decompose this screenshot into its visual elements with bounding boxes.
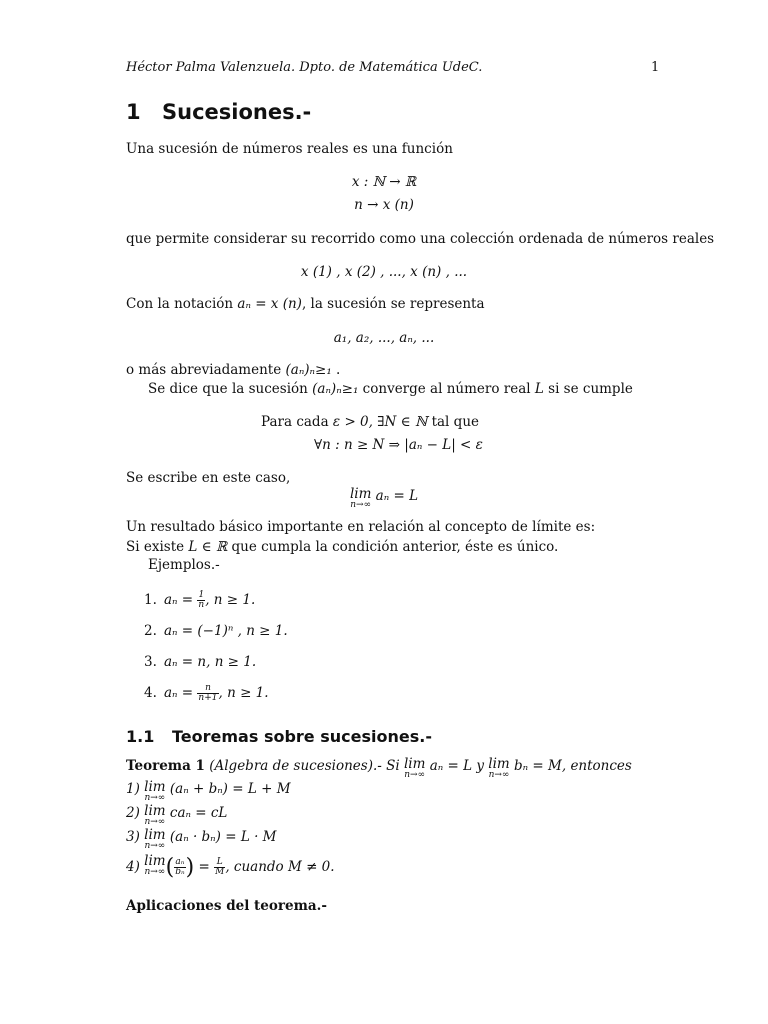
paragraph-result: Un resultado básico importante en relación al concepto de límite es: [126, 519, 596, 535]
limit-operator [144, 855, 165, 877]
limit-subscript: n→∞ [144, 867, 166, 877]
example-item [144, 591, 255, 610]
example-pre: aₙ = (−1)ⁿ , n ≥ 1. [164, 623, 288, 639]
example-item [144, 684, 269, 703]
converge-middle: converge al número real [358, 381, 535, 397]
theorem-item-number: 2) [126, 805, 140, 821]
limit-subscript: n→∞ [144, 793, 166, 803]
limit-operator [144, 781, 165, 803]
theorem-item-number: 3) [126, 829, 140, 845]
section-heading [126, 100, 311, 124]
paragraph-definition: Una sucesión de números reales es una función [126, 141, 453, 157]
definition-line-1-math: ε > 0, ∃N ∈ ℕ [332, 414, 428, 430]
theorem-item-body: caₙ = cL [165, 805, 228, 821]
definition-line-1-tail: tal que [427, 414, 479, 430]
paragraph-converge [148, 381, 633, 397]
example-post: , n ≥ 1. [205, 592, 256, 608]
limit-word: lim [144, 827, 166, 843]
limit-subscript: n→∞ [404, 770, 426, 780]
example-number: 1. [144, 592, 157, 608]
fraction-numerator: L [214, 858, 225, 868]
limit-subscript: n→∞ [350, 500, 372, 510]
fraction-numerator: n [197, 684, 218, 694]
example-pre: aₙ = [164, 685, 198, 701]
example-number: 4. [144, 685, 157, 701]
limit-operator [350, 488, 371, 510]
limit-subscript: n→∞ [144, 841, 166, 851]
section-title: Sucesiones.- [162, 100, 312, 124]
abbrev-prefix: o más abreviadamente [126, 362, 286, 378]
equation-limit [0, 488, 768, 510]
unique-math: L ∈ ℝ [188, 539, 228, 555]
section-number: 1 [126, 100, 141, 124]
applications-heading: Aplicaciones del teorema.- [126, 898, 327, 914]
abbrev-math: (aₙ)ₙ≥₁ [285, 362, 332, 378]
abbrev-suffix: . [331, 362, 341, 378]
running-header: Héctor Palma Valenzuela. Dpto. de Matemática UdeC. [126, 60, 483, 75]
open-paren: ( [165, 855, 175, 880]
limit-operator [488, 758, 509, 780]
theorem-item [126, 829, 276, 851]
theorem-item-equals: = [194, 859, 215, 875]
theorem-item [126, 805, 227, 827]
notation-math: aₙ = x (n) [237, 296, 302, 312]
definition-line-1 [261, 414, 479, 430]
limit-subscript: n→∞ [488, 770, 510, 780]
equation-map-1: x : ℕ → ℝ [351, 174, 417, 190]
theorem-part-2: bₙ = M, entonces [509, 758, 632, 774]
subsection-heading [126, 727, 432, 746]
close-paren: ) [185, 855, 195, 880]
converge-suffix: si se cumple [543, 381, 633, 397]
converge-math: (aₙ)ₙ≥₁ [312, 381, 359, 397]
example-post: , n ≥ 1. [218, 685, 269, 701]
limit-word: lim [488, 756, 510, 772]
theorem-item-body: (aₙ · bₙ) = L · M [165, 829, 277, 845]
equation-map-2: n → x (n) [354, 197, 414, 213]
example-number: 2. [144, 623, 157, 639]
limit-rest: aₙ = L [371, 488, 419, 504]
paragraph-writes: Se escribe en este caso, [126, 470, 291, 486]
limit-word: lim [144, 853, 166, 869]
theorem-item [126, 781, 291, 803]
theorem-statement [126, 758, 632, 780]
fraction-denominator: bₙ [175, 867, 185, 877]
examples-label: Ejemplos.- [148, 557, 220, 573]
example-item [144, 654, 256, 670]
theorem-item-number: 1) [126, 781, 140, 797]
paragraph-range: que permite considerar su recorrido como una colección ordenada de números reales [126, 231, 715, 247]
converge-L: L [534, 381, 544, 397]
fraction-denominator: n+1 [198, 693, 218, 703]
limit-word: lim [403, 756, 426, 772]
theorem-item-number: 4) [126, 859, 140, 875]
equation-sequence-values: x (1) , x (2) , ..., x (n) , ... [300, 264, 468, 280]
fraction-denominator: n [198, 600, 205, 610]
item-fraction [214, 858, 225, 877]
limit-word: lim [349, 486, 372, 502]
notation-suffix: , la sucesión se representa [301, 296, 485, 312]
fraction-numerator: 1 [198, 590, 205, 600]
limit-word: lim [144, 779, 166, 795]
theorem-label: Teorema 1 [126, 758, 205, 774]
definition-line-2: ∀n : n ≥ N ⇒ |aₙ − L| < ε [314, 437, 483, 453]
converge-prefix: Se dice que la sucesión [148, 381, 313, 397]
theorem-item [126, 855, 335, 880]
example-number: 3. [144, 654, 157, 670]
example-pre: aₙ = n, n ≥ 1. [164, 654, 257, 670]
limit-operator [144, 805, 165, 827]
unique-prefix: Si existe [126, 539, 189, 555]
paragraph-unique [126, 539, 558, 555]
fraction-denominator: M [215, 867, 225, 877]
paragraph-notation [126, 296, 485, 312]
limit-subscript: n→∞ [144, 817, 166, 827]
limit-operator [404, 758, 425, 780]
subsection-number: 1.1 [126, 727, 155, 746]
equation-terms: a₁, a₂, ..., aₙ, ... [333, 330, 435, 346]
item-fraction [174, 858, 185, 877]
page-number: 1 [651, 60, 660, 75]
subsection-title: Teoremas sobre sucesiones.- [172, 727, 432, 746]
fraction-numerator: aₙ [175, 857, 185, 867]
paragraph-abbrev [126, 362, 340, 378]
example-pre: aₙ = [164, 592, 198, 608]
theorem-item-tail: , cuando M ≠ 0. [225, 859, 335, 875]
unique-suffix: que cumpla la condición anterior, éste es único. [227, 539, 559, 555]
theorem-item-body: (aₙ + bₙ) = L + M [165, 781, 291, 797]
theorem-part-1: aₙ = L y [425, 758, 489, 774]
theorem-name: (Algebra de sucesiones).- Si [204, 758, 404, 774]
notation-prefix: Con la notación [126, 296, 238, 312]
definition-line-1-text: Para cada [261, 414, 333, 430]
example-item [144, 623, 288, 639]
limit-word: lim [144, 803, 166, 819]
limit-operator [144, 829, 165, 851]
example-fraction [197, 684, 218, 703]
